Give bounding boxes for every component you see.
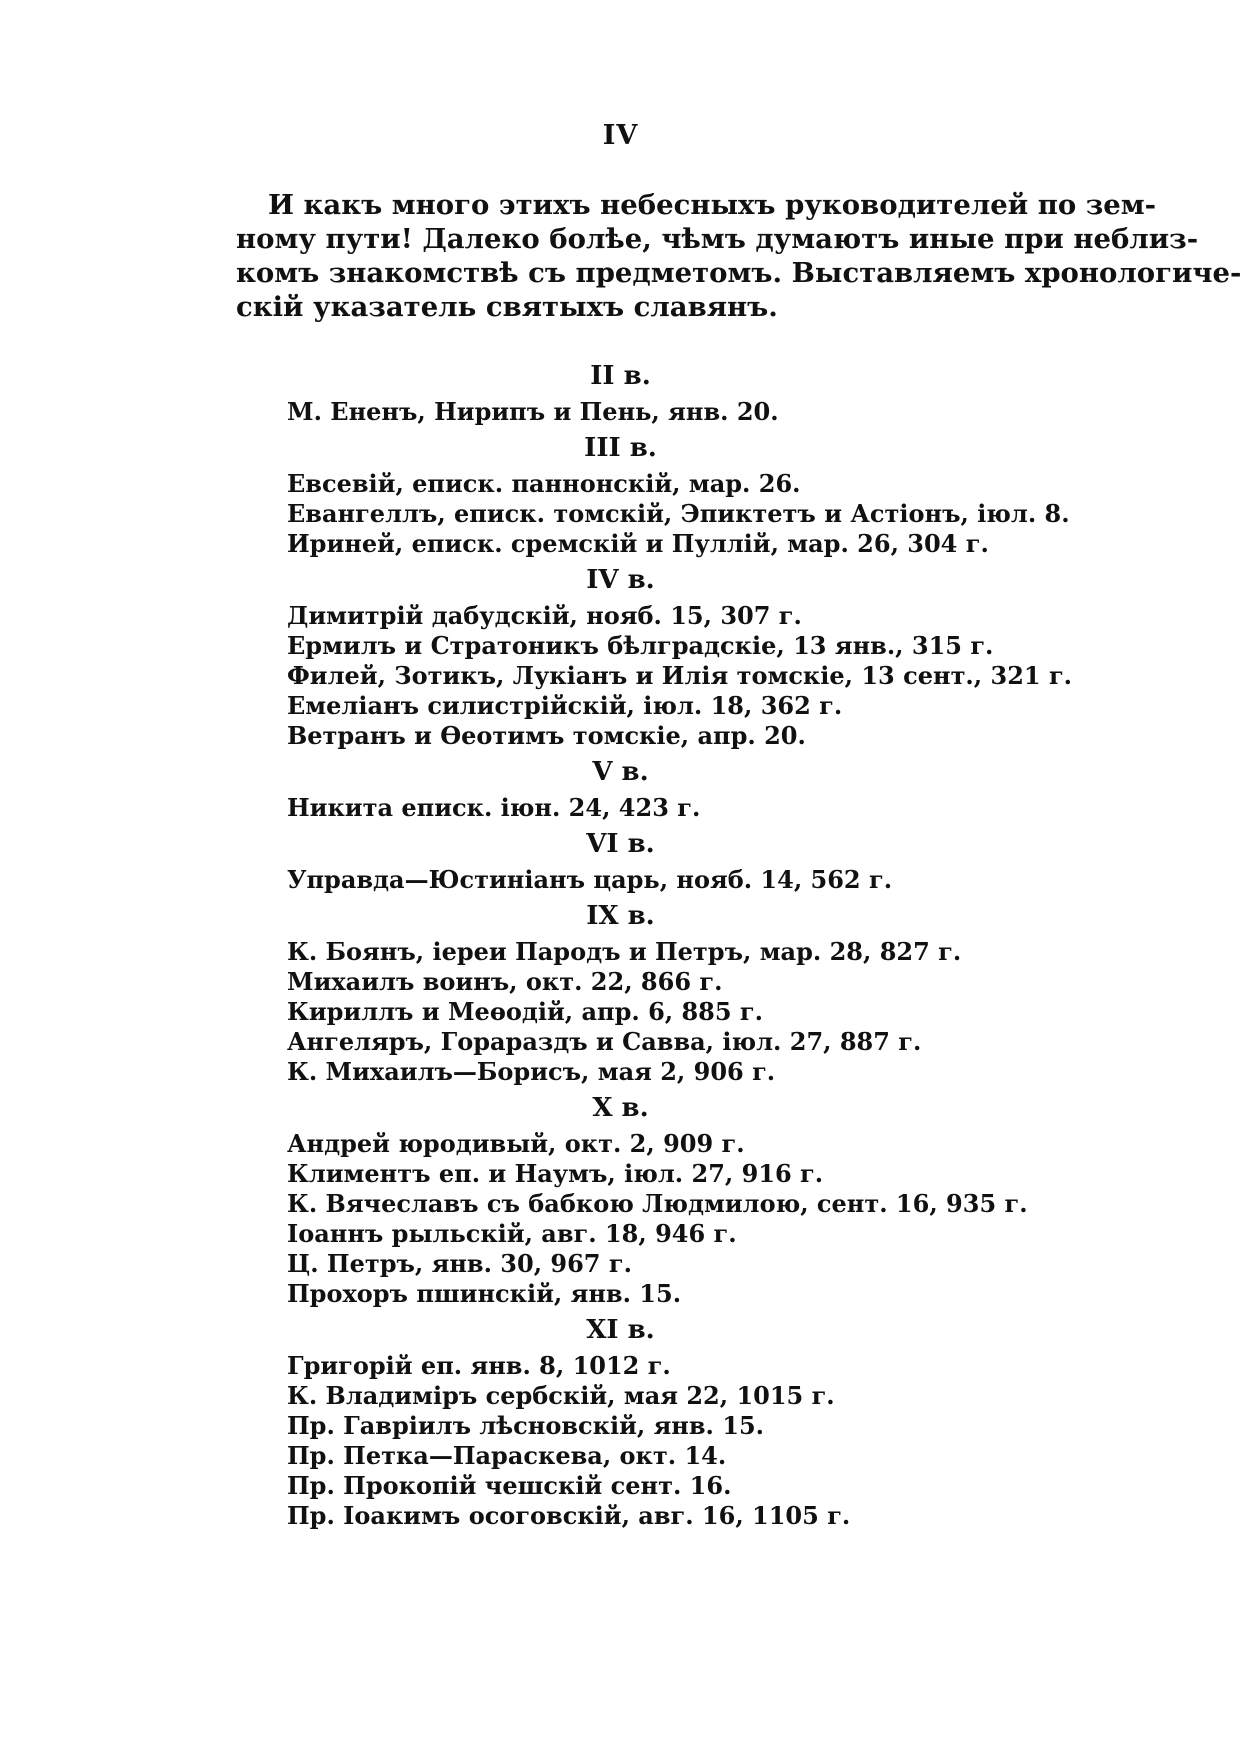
saint-entry: К. Вячеславъ съ бабкою Людмилою, сент. 16, 935 г.	[287, 1189, 1028, 1218]
saint-entry: Ветранъ и Өеотимъ томскіе, апр. 20.	[287, 721, 806, 750]
century-heading: III в.	[584, 433, 657, 463]
saint-entry: Емеліанъ силистрійскій, іюл. 18, 362 г.	[287, 691, 843, 720]
intro-line: скій указатель святыхъ славянъ.	[236, 291, 778, 323]
century-section	[0, 1087, 1241, 1309]
intro-line: И какъ много этихъ небесныхъ руководителей по зем-	[268, 189, 1157, 221]
saint-entry: Іоаннъ рыльскій, авг. 18, 946 г.	[287, 1219, 737, 1248]
saint-entry: Ангеляръ, Горараздъ и Савва, іюл. 27, 887 г.	[287, 1027, 922, 1056]
century-section	[0, 1309, 1241, 1531]
century-heading: IV в.	[586, 565, 655, 595]
saint-entry: Прохоръ пшинскій, янв. 15.	[287, 1279, 682, 1308]
intro-line: ному пути! Далеко болѣе, чѣмъ думаютъ иные при неблиз-	[236, 223, 1199, 255]
saints-chronological-list	[0, 355, 1241, 1531]
saint-entry: Пр. Гавріилъ лѣсновскій, янв. 15.	[287, 1411, 765, 1440]
century-heading: XI в.	[586, 1315, 655, 1345]
page-number: IV	[602, 120, 639, 151]
saint-entry: Пр. Іоакимъ осоговскій, авг. 16, 1105 г.	[287, 1501, 851, 1530]
saint-entry: Ириней, еписк. сремскій и Пуллій, мар. 26, 304 г.	[287, 529, 989, 558]
saint-entry: Никита еписк. іюн. 24, 423 г.	[287, 793, 701, 822]
saint-entry: Кириллъ и Меөодій, апр. 6, 885 г.	[287, 997, 763, 1026]
saint-entry: Климентъ еп. и Наумъ, іюл. 27, 916 г.	[287, 1159, 824, 1188]
saint-entry: Пр. Прокопій чешскій сент. 16.	[287, 1471, 732, 1500]
saint-entry: Евангеллъ, еписк. томскій, Эпиктетъ и Астіонъ, іюл. 8.	[287, 499, 1070, 528]
intro-paragraph	[236, 188, 1241, 324]
century-section	[0, 559, 1241, 751]
century-section	[0, 895, 1241, 1087]
saint-entry: Пр. Петка—Параскева, окт. 14.	[287, 1441, 727, 1470]
saint-entry: Евсевій, еписк. паннонскій, мар. 26.	[287, 469, 801, 498]
saint-entry: Ермилъ и Стратоникъ бѣлградскіе, 13 янв., 315 г.	[287, 631, 994, 660]
century-section	[0, 427, 1241, 559]
saint-entry: Андрей юродивый, окт. 2, 909 г.	[287, 1129, 745, 1158]
saint-entry: Димитрій дабудскій, нояб. 15, 307 г.	[287, 601, 802, 630]
century-heading: X в.	[592, 1093, 649, 1123]
saint-entry: Управда—Юстиніанъ царь, нояб. 14, 562 г.	[287, 865, 893, 894]
saint-entry: Филей, Зотикъ, Лукіанъ и Илія томскіе, 13 сент., 321 г.	[287, 661, 1073, 690]
saint-entry: Ц. Петръ, янв. 30, 967 г.	[287, 1249, 632, 1278]
century-section	[0, 823, 1241, 895]
saint-entry: Григорій еп. янв. 8, 1012 г.	[287, 1351, 671, 1380]
century-heading: II в.	[590, 361, 651, 391]
century-heading: V в.	[592, 757, 649, 787]
century-section	[0, 355, 1241, 427]
saint-entry: К. Михаилъ—Борисъ, мая 2, 906 г.	[287, 1057, 776, 1086]
intro-line: комъ знакомствѣ съ предметомъ. Выставляемъ хронологиче-	[236, 257, 1241, 289]
saint-entry: М. Ененъ, Нирипъ и Пень, янв. 20.	[287, 397, 779, 426]
saint-entry: К. Боянъ, іереи Пародъ и Петръ, мар. 28, 827 г.	[287, 937, 962, 966]
century-section	[0, 751, 1241, 823]
century-heading: VI в.	[586, 829, 655, 859]
century-heading: IX в.	[586, 901, 655, 931]
saint-entry: Михаилъ воинъ, окт. 22, 866 г.	[287, 967, 723, 996]
saint-entry: К. Владиміръ сербскій, мая 22, 1015 г.	[287, 1381, 835, 1410]
